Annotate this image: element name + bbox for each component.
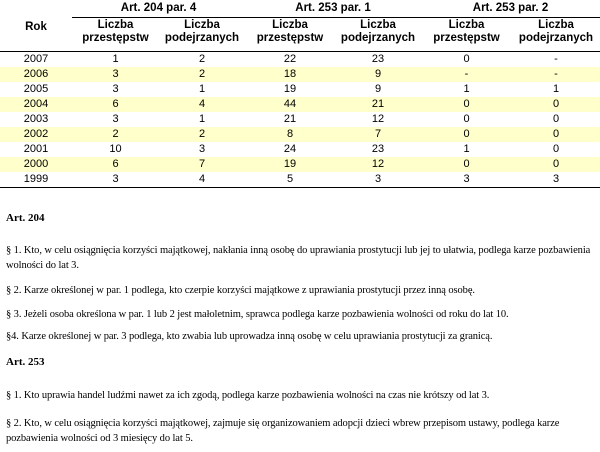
sub-header: Liczba podejrzanych [512,18,600,52]
value-cell: 2 [72,127,159,142]
table-row [0,97,600,112]
group-header-art253-par1: Art. 253 par. 1 [245,0,421,18]
sub-header: Liczba przestępstw [72,18,159,52]
value-cell: 2 [159,127,245,142]
value-cell: 8 [245,127,335,142]
value-cell: 3 [512,172,600,188]
value-cell: 1 [198,83,206,95]
year-cell: 2001 [23,143,49,155]
table-row [0,172,600,188]
value-cell: 1 [463,83,470,95]
sub-header: Liczba przestępstw [245,18,335,52]
value-cell: 3 [72,67,159,82]
value-cell: 0 [512,127,600,142]
value-cell: 0 [512,97,600,112]
value-cell: 23 [371,143,385,155]
group-header-art253-par2: Art. 253 par. 2 [421,0,600,18]
year-column-header: Rok [0,0,72,52]
section-heading-art-253: Art. 253 [6,356,45,368]
value-cell: 0 [463,53,470,65]
value-cell: 21 [283,113,297,125]
value-cell: 9 [374,83,382,95]
paragraph-art253-par1: § 1. Kto uprawia handel ludźmi nawet za ich zgodą, podlega karze pozbawienia wolności na czas nie krótszy od lat 3. [6,390,490,401]
year-cell: 1999 [0,172,72,188]
year-cell: 2005 [23,83,49,95]
paragraph-art204-par3: § 3. Jeżeli osoba określona w par. 1 lub 2 jest małoletnim, sprawca podlega karze pozbawienia wolności od roku do lat 10. [6,309,509,320]
value-cell: 0 [552,113,560,125]
year-cell: 2002 [0,127,72,142]
value-cell: 3 [421,172,512,188]
value-cell: 3 [72,172,159,188]
value-cell: 3 [112,113,119,125]
value-cell: 19 [245,157,335,172]
table-body [0,52,600,188]
value-cell: 4 [159,97,245,112]
year-cell: 2007 [23,53,49,65]
table-row [0,127,600,142]
value-cell: 44 [245,97,335,112]
year-cell: 2006 [0,67,72,82]
table-row [0,82,600,97]
value-cell: 23 [371,53,385,65]
year-cell: 2000 [0,157,72,172]
value-cell: 0 [421,127,512,142]
sub-header: Liczba podejrzanych [159,18,245,52]
value-cell: 0 [421,157,512,172]
paragraph-art204-par4: §4. Karze określonej w par. 3 podlega, kto zwabia lub uprowadza inną osobę w celu uprawiania prostytucji za granicą. [6,331,493,342]
sub-header: Liczba podejrzanych [335,18,421,52]
paragraph-art204-par1: § 1. Kto, w celu osiągnięcia korzyści majątkowej, nakłania inną osobę do uprawiania prostytucji lub jej to ułatwia, podlega karze pozbawienia wolności do lat 3. [6,245,591,271]
value-cell: 1 [112,53,119,65]
year-cell: 2003 [23,113,49,125]
table-row [0,142,600,157]
table-row [0,67,600,82]
value-cell: 10 [109,143,122,155]
value-cell: 18 [245,67,335,82]
value-cell: 6 [72,157,159,172]
value-cell: 19 [283,83,297,95]
section-heading-art-204: Art. 204 [6,212,45,224]
paragraph-art253-par2: § 2. Kto, w celu osiągnięcia korzyści majątkowej, zajmuje się organizowaniem adopcji dzieci wbrew przepisom ustawy, podlega karze pozbawienia wolności od 3 miesięcy do lat 5. [6,418,560,444]
value-cell: 21 [335,97,421,112]
value-cell: 0 [512,157,600,172]
sub-header: Liczba przestępstw [421,18,512,52]
table-row [0,112,600,127]
value-cell: 12 [371,113,385,125]
value-cell: - [554,53,558,65]
value-cell: 1 [463,143,470,155]
value-cell: 1 [552,83,560,95]
group-header-art204-par4: Art. 204 par. 4 [72,0,245,18]
crime-statistics-table [0,0,600,188]
value-cell: 6 [72,97,159,112]
value-cell: 12 [335,157,421,172]
value-cell: 0 [552,143,560,155]
value-cell: 24 [283,143,297,155]
value-cell: 0 [463,113,470,125]
year-cell: 2004 [0,97,72,112]
value-cell: 1 [198,113,206,125]
table-row [0,52,600,68]
value-cell: 5 [245,172,335,188]
value-cell: 9 [335,67,421,82]
value-cell: 3 [198,143,206,155]
value-cell: 4 [159,172,245,188]
value-cell: - [421,67,512,82]
value-cell: 7 [159,157,245,172]
value-cell: 2 [159,67,245,82]
table-row [0,157,600,172]
value-cell: 3 [112,83,119,95]
value-cell: 0 [421,97,512,112]
value-cell: - [512,67,600,82]
paragraph-art204-par2: § 2. Karze określonej w par. 1 podlega, kto czerpie korzyści majątkowe z uprawiania prostytucji przez inną osobę. [6,285,475,296]
value-cell: 22 [283,53,297,65]
value-cell: 3 [335,172,421,188]
value-cell: 7 [335,127,421,142]
value-cell: 2 [198,53,206,65]
